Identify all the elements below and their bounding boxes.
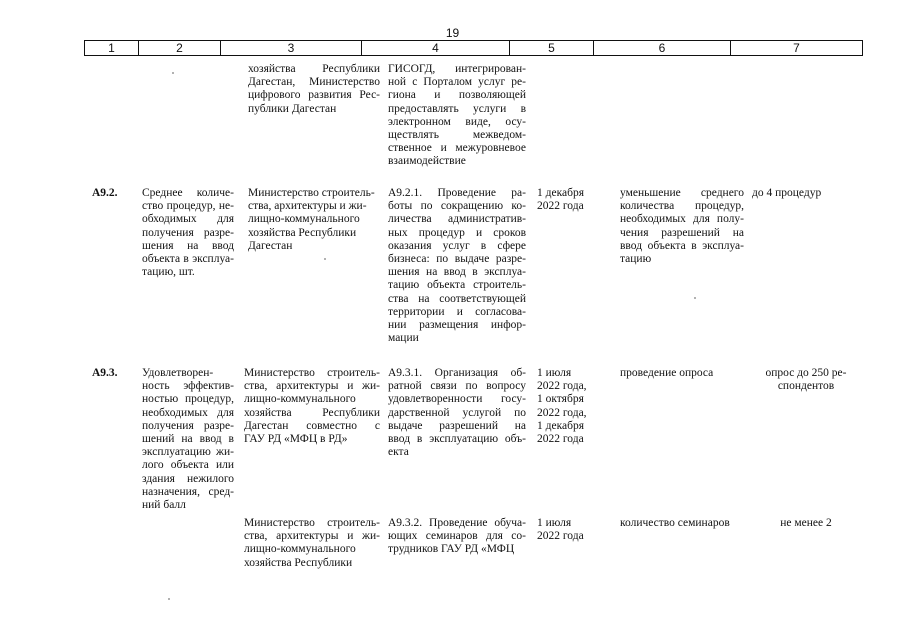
text-line: хозяйства Республики bbox=[248, 63, 380, 75]
text-line: чения разрешений на bbox=[620, 226, 744, 239]
text-line: 2022 года, bbox=[537, 406, 587, 419]
text-line: мации bbox=[388, 332, 419, 345]
scan-speck bbox=[324, 258, 326, 260]
text-line: обходимых для bbox=[142, 213, 234, 226]
text-line: хозяйства Республики bbox=[244, 406, 380, 419]
text-line: ющих семинаров для со- bbox=[388, 530, 526, 543]
text-line: 2022 года bbox=[537, 433, 584, 446]
text-line: трудников ГАУ РД «МФЦ bbox=[388, 543, 515, 556]
result-a9-2-cell bbox=[620, 187, 744, 266]
text-line: тацию, шт. bbox=[142, 266, 195, 279]
text-line: оказания услуг в сфере bbox=[388, 239, 526, 252]
scan-speck bbox=[172, 72, 174, 74]
text-line: Удовлетворен- bbox=[142, 367, 214, 379]
text-line: хозяйства Республики bbox=[244, 556, 353, 569]
text-line: ввод объекта в эксплуа- bbox=[620, 239, 744, 252]
text-line: ство процедур, не- bbox=[142, 200, 234, 213]
column-header-4: 4 bbox=[361, 41, 509, 55]
text-line: электронном виде, осу- bbox=[388, 115, 526, 128]
scan-speck bbox=[694, 297, 696, 299]
text-line: ства, архитектуры и жи- bbox=[244, 530, 380, 543]
text-line: А9.3.2. Проведение обуча- bbox=[388, 517, 526, 529]
text-line: ностью процедур, bbox=[142, 393, 234, 406]
text-line: тацию bbox=[620, 253, 652, 266]
text-line: проведение опроса bbox=[620, 367, 714, 379]
column-header-7: 7 bbox=[730, 41, 862, 55]
text-line: удовлетворенности госу- bbox=[388, 393, 526, 406]
text-line: ратной связи по вопросу bbox=[388, 380, 526, 393]
responsible-a9-2-cell bbox=[248, 187, 380, 253]
text-line: шения на ввод bbox=[142, 239, 234, 252]
text-line: бизнеса: по выдаче разре- bbox=[388, 253, 526, 266]
text-line: назначения, сред- bbox=[142, 485, 234, 498]
text-line: ГИСОГД, интегрирован- bbox=[388, 63, 526, 75]
column-header-3: 3 bbox=[220, 41, 361, 55]
text-line: ной с Порталом услуг ре- bbox=[388, 76, 526, 89]
column-header-6: 6 bbox=[593, 41, 730, 55]
text-line: шений на ввод в bbox=[142, 433, 234, 446]
text-line: А9.3.1. Организация об- bbox=[388, 367, 526, 379]
text-line: личества административ- bbox=[388, 213, 526, 226]
text-line: 2022 года bbox=[537, 530, 584, 543]
text-line: публики Дагестан bbox=[248, 102, 337, 115]
text-line: Дагестан bbox=[248, 239, 293, 252]
text-line: получения разре- bbox=[142, 419, 234, 432]
text-line: 1 октября bbox=[537, 393, 584, 406]
target-a9-2-cell bbox=[752, 187, 862, 200]
indicator-a9-3-cell bbox=[142, 367, 234, 512]
table-header-row bbox=[84, 40, 863, 56]
text-line: ства на соответствующей bbox=[388, 292, 526, 305]
text-line: дарственной услугой по bbox=[388, 406, 526, 419]
text-line: боты по сокращению ко- bbox=[388, 200, 526, 213]
text-line: А9.2.1. Проведение ра- bbox=[388, 187, 526, 199]
text-line: 1 июля bbox=[537, 517, 572, 529]
text-line: объекта в эксплуа- bbox=[142, 253, 234, 266]
column-header-5: 5 bbox=[509, 41, 593, 55]
responsible-a9-3-cell bbox=[244, 367, 380, 446]
column-header-1: 1 bbox=[108, 41, 115, 55]
text-line: Дагестан совместно с bbox=[244, 419, 380, 432]
text-line: тацию объекта строитель- bbox=[388, 279, 526, 292]
text-line: лищно-коммунального bbox=[244, 393, 356, 406]
text-line: хозяйства Республики bbox=[248, 226, 357, 239]
text-line: лищно-коммунального bbox=[244, 543, 356, 556]
text-line: Министерство строитель- bbox=[244, 517, 380, 529]
activity-a9-3-1-cell bbox=[388, 367, 526, 459]
deadline-a9-3-2-cell bbox=[537, 517, 609, 543]
text-line: шения на ввод в эксплуа- bbox=[388, 266, 526, 279]
text-line: до 4 процедур bbox=[752, 187, 822, 199]
deadline-a9-3-1-cell bbox=[537, 367, 609, 446]
result-a9-3-1-cell bbox=[620, 367, 744, 380]
text-line: нии размещения инфор- bbox=[388, 319, 526, 332]
text-line: ственное и межуровневое bbox=[388, 142, 526, 155]
text-line: 1 декабря bbox=[537, 187, 584, 199]
text-line: необходимых для полу- bbox=[620, 213, 744, 226]
target-a9-3-1-cell bbox=[752, 367, 860, 393]
text-line: ства, архитектуры и жи- bbox=[244, 380, 380, 393]
text-line: необходимых для bbox=[142, 406, 234, 419]
text-line: ГАУ РД «МФЦ в РД» bbox=[244, 433, 348, 446]
text-line: здания нежилого bbox=[142, 472, 234, 485]
text-line: цифрового развития Рес- bbox=[248, 89, 380, 102]
row-code-a9-3: А9.3. bbox=[92, 367, 118, 379]
column-header-2: 2 bbox=[138, 41, 220, 55]
text-line: 2022 года bbox=[537, 200, 584, 213]
page-number: 19 bbox=[445, 26, 460, 40]
deadline-a9-2-cell bbox=[537, 187, 609, 213]
text-line: лого объекта или bbox=[142, 459, 234, 472]
text-line: 1 декабря bbox=[537, 419, 584, 432]
text-line: эксплуатацию жи- bbox=[142, 446, 234, 459]
text-line: ства, архитектуры и жи- bbox=[248, 200, 367, 213]
text-line: екта bbox=[388, 446, 409, 459]
text-line: 1 июля bbox=[537, 367, 572, 379]
continuation-activity-cell bbox=[388, 63, 526, 169]
text-line: взаимодействие bbox=[388, 155, 466, 168]
activity-a9-3-2-cell bbox=[388, 517, 526, 557]
text-line: 2022 года, bbox=[537, 380, 587, 393]
text-line: уменьшение среднего bbox=[620, 187, 744, 199]
target-a9-3-2-cell bbox=[752, 517, 860, 530]
text-line: ществлять межведом- bbox=[388, 129, 526, 142]
activity-a9-2-1-cell bbox=[388, 187, 526, 345]
text-line: получения разре- bbox=[142, 226, 234, 239]
text-line: опрос до 250 ре- bbox=[765, 367, 847, 379]
text-line: гиона и позволяющей bbox=[388, 89, 526, 102]
text-line: не менее 2 bbox=[780, 517, 832, 529]
text-line: ных процедур и сроков bbox=[388, 226, 526, 239]
text-line: количества процедур, bbox=[620, 200, 744, 213]
indicator-a9-2-cell bbox=[142, 187, 234, 279]
text-line: предоставлять услуги в bbox=[388, 102, 526, 115]
text-line: ввод в эксплуатацию объ- bbox=[388, 433, 526, 446]
text-line: Министерство строитель- bbox=[244, 367, 380, 379]
result-a9-3-2-cell bbox=[620, 517, 744, 530]
scan-speck bbox=[168, 598, 170, 600]
text-line: ность эффектив- bbox=[142, 380, 234, 393]
text-line: ний балл bbox=[142, 499, 186, 512]
text-line: Министерство строитель- bbox=[248, 187, 375, 199]
text-line: Среднее количе- bbox=[142, 187, 234, 199]
responsible-a9-3-2-cell bbox=[244, 517, 380, 570]
text-line: выдаче разрешений на bbox=[388, 419, 526, 432]
continuation-responsible-cell bbox=[248, 63, 380, 116]
row-code-a9-2: А9.2. bbox=[92, 187, 118, 199]
text-line: количество семинаров bbox=[620, 517, 730, 529]
text-line: территории и согласова- bbox=[388, 305, 526, 318]
text-line: лищно-коммунального bbox=[248, 213, 360, 226]
text-line: Дагестан, Министерство bbox=[248, 76, 380, 89]
text-line: спондентов bbox=[777, 380, 835, 393]
